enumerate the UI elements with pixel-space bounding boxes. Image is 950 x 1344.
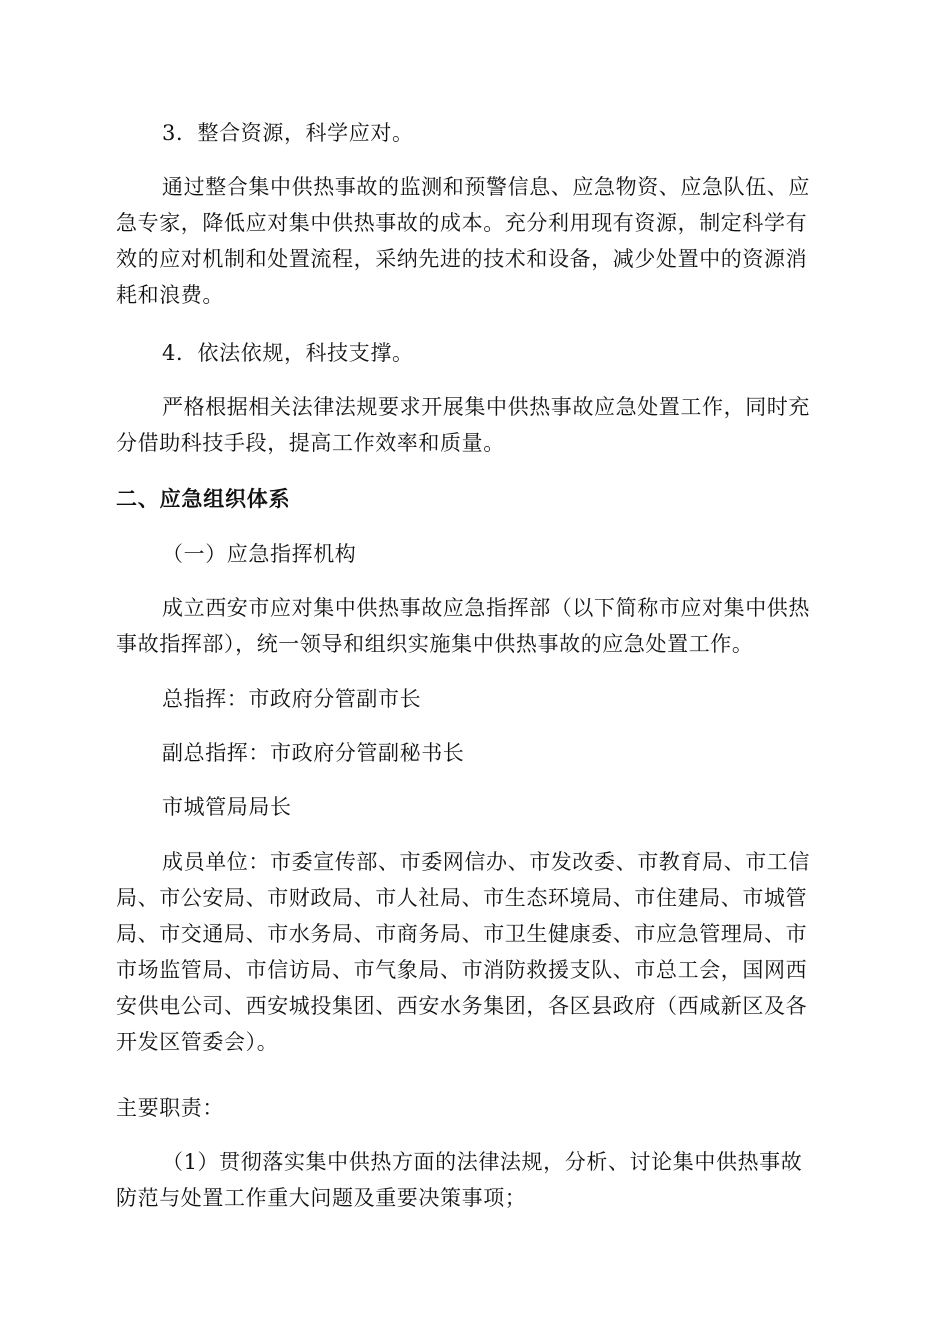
duty-1-line-1: （1）贯彻落实集中供热方面的法律法规，分析、讨论集中供热事故 — [162, 1150, 803, 1174]
subsection-body-line-2: 事故指挥部），统一领导和组织实施集中供热事故的应急处置工作。 — [116, 632, 754, 656]
members-line-1: 成员单位：市委宣传部、市委网信办、市发改委、市教育局、市工信 — [162, 850, 810, 874]
deputy-commander-line: 副总指挥：市政府分管副秘书长 — [162, 741, 465, 765]
duty-1-line-2: 防范与处置工作重大问题及重要决策事项； — [116, 1186, 527, 1210]
item3-body-line-2: 急专家，降低应对集中供热事故的成本。充分利用现有资源，制定科学有 — [116, 211, 808, 235]
members-line-6: 开发区管委会）。 — [116, 1030, 279, 1054]
members-line-2: 局、市公安局、市财政局、市人社局、市生态环境局、市住建局、市城管 — [116, 886, 808, 910]
item4-body-line-2: 分借助科技手段，提高工作效率和质量。 — [116, 431, 505, 455]
item3-body-line-4: 耗和浪费。 — [116, 283, 224, 307]
deputy-commander-line-2: 市城管局局长 — [162, 795, 292, 819]
item3-body-line-1: 通过整合集中供热事故的监测和预警信息、应急物资、应急队伍、应 — [162, 175, 810, 199]
duties-label: 主要职责： — [116, 1096, 224, 1120]
members-line-5: 安供电公司、西安城投集团、西安水务集团，各区县政府（西咸新区及各 — [116, 994, 808, 1018]
item3-body-line-3: 效的应对机制和处置流程，采纳先进的技术和设备，减少处置中的资源消 — [116, 247, 808, 271]
subsection-body-line-1: 成立西安市应对集中供热事故应急指挥部（以下简称市应对集中供热 — [162, 596, 810, 620]
commander-line: 总指挥：市政府分管副市长 — [162, 687, 422, 711]
item4-title: 4．依法依规，科技支撑。 — [162, 341, 414, 365]
members-line-4: 市场监管局、市信访局、市气象局、市消防救援支队、市总工会，国网西 — [116, 958, 808, 982]
subsection-heading: （一）应急指挥机构 — [162, 542, 357, 566]
section-heading: 二、应急组织体系 — [116, 487, 291, 511]
members-line-3: 局、市交通局、市水务局、市商务局、市卫生健康委、市应急管理局、市 — [116, 922, 808, 946]
item3-title: 3．整合资源，科学应对。 — [162, 121, 414, 145]
item4-body-line-1: 严格根据相关法律法规要求开展集中供热事故应急处置工作，同时充 — [162, 395, 810, 419]
